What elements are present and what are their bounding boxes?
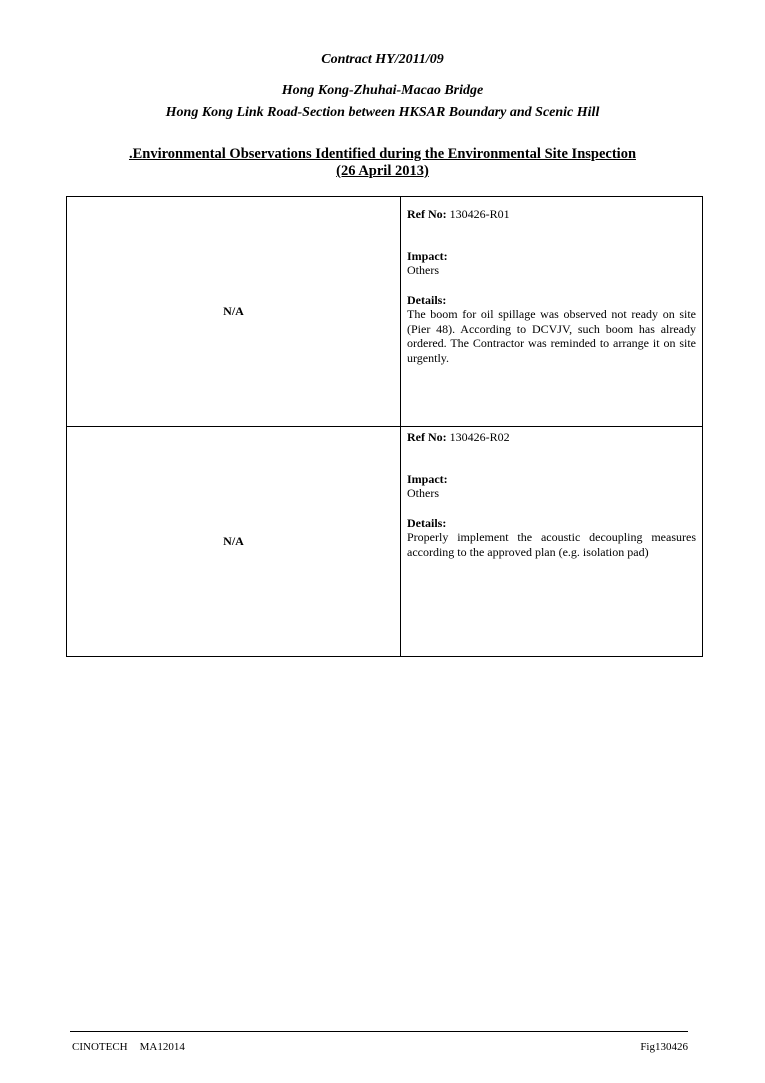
- ref-no-label: Ref No:: [407, 430, 447, 444]
- ref-no-line: [407, 207, 696, 222]
- project-section: Hong Kong Link Road-Section between HKSAR Boundary and Scenic Hill: [165, 105, 600, 120]
- impact-label: Impact:: [407, 471, 448, 486]
- footer-figure-no: Fig130426: [640, 1041, 688, 1053]
- footer-report-no: MA12014: [139, 1041, 185, 1053]
- document-date: [0, 163, 765, 180]
- footer-divider: [70, 1031, 688, 1032]
- ref-no-label: Ref No:: [407, 207, 447, 221]
- impact-value: Others: [407, 486, 439, 500]
- table-row: [67, 427, 703, 657]
- impact-label: Impact:: [407, 248, 448, 263]
- details-text: Properly implement the acoustic decoupling measures according to the approved plan (e.g. isolation pad): [407, 530, 696, 559]
- footer-left: [72, 1041, 185, 1053]
- observation-cell: [401, 197, 703, 427]
- ref-no-line: [407, 430, 696, 445]
- document-title-line1: .Environmental Observations Identified during the Environmental Site Inspection: [128, 146, 637, 162]
- details-label: Details:: [407, 292, 447, 307]
- details-text: The boom for oil spillage was observed not ready on site (Pier 48). According to DCVJV, such boom has already ordered. The Contractor was reminded to arrange it on site urgently.: [407, 307, 696, 365]
- document-title-line2: (26 April 2013): [336, 163, 429, 179]
- impact-value: Others: [407, 263, 439, 277]
- observations-table: [66, 196, 703, 657]
- photo-cell: N/A: [67, 197, 401, 427]
- table-row: [67, 197, 703, 427]
- details-label: Details:: [407, 515, 447, 530]
- document-title: [0, 146, 765, 163]
- observation-cell: [401, 427, 703, 657]
- project-name: Hong Kong-Zhuhai-Macao Bridge: [281, 83, 484, 98]
- ref-no-value: 130426-R01: [449, 207, 510, 221]
- photo-cell: N/A: [67, 427, 401, 657]
- contract-number: Contract HY/2011/09: [321, 52, 444, 67]
- ref-no-value: 130426-R02: [449, 430, 510, 444]
- footer-company: CINOTECH: [72, 1041, 128, 1053]
